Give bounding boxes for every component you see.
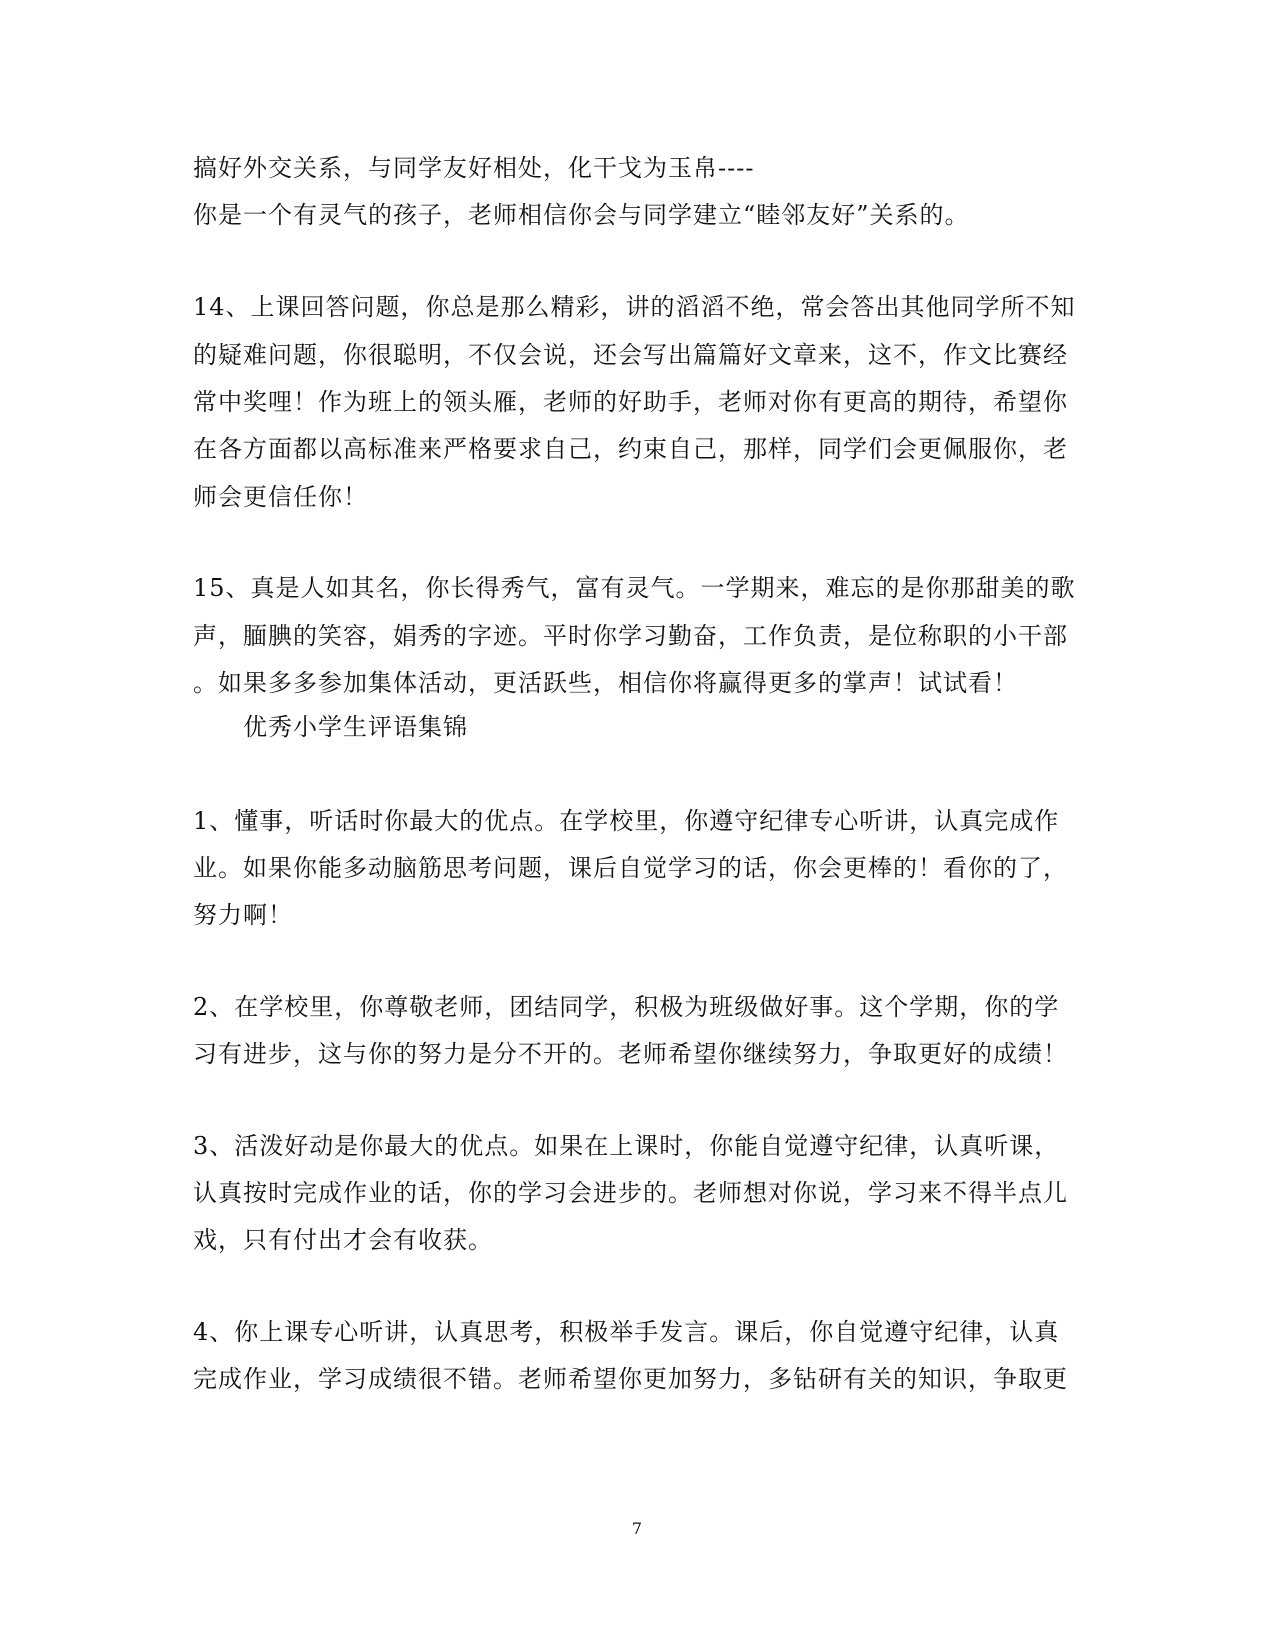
text-line: 师会更信任你！: [193, 483, 368, 511]
text-line: 认真按时完成作业的话，你的学习会进步的。老师想对你说，学习来不得半点儿: [193, 1179, 1068, 1207]
text-line: 4、你上课专心听讲，认真思考，积极举手发言。课后，你自觉遵守纪律，认真: [193, 1318, 1060, 1346]
text-line: 努力啊！: [193, 901, 293, 929]
text-line: 搞好外交关系，与同学友好相处，化干戈为玉帛----: [193, 154, 755, 182]
text-line: 常中奖哩！作为班上的领头雁，老师的好助手，老师对你有更高的期待，希望你: [193, 388, 1068, 416]
text-line: 15、真是人如其名，你长得秀气，富有灵气。一学期来，难忘的是你那甜美的歌: [193, 574, 1076, 602]
text-line: 3、活泼好动是你最大的优点。如果在上课时，你能自觉遵守纪律，认真听课，: [193, 1132, 1060, 1160]
text-line: 声，腼腆的笑容，娟秀的字迹。平时你学习勤奋，工作负责，是位称职的小干部: [193, 622, 1068, 650]
text-line: 2、在学校里，你尊敬老师，团结同学，积极为班级做好事。这个学期，你的学: [193, 993, 1060, 1021]
text-line: 完成作业，学习成绩很不错。老师希望你更加努力，多钻研有关的知识，争取更: [193, 1365, 1068, 1393]
text-line: 1、懂事，听话时你最大的优点。在学校里，你遵守纪律专心听讲，认真完成作: [193, 807, 1060, 835]
text-line: 业。如果你能多动脑筋思考问题，课后自觉学习的话，你会更棒的！看你的了，: [193, 854, 1068, 882]
text-line: 。如果多多参加集体活动，更活跃些，相信你将赢得更多的掌声！试试看！: [193, 669, 1018, 697]
text-line: 你是一个有灵气的孩子，老师相信你会与同学建立“睦邻友好”关系的。: [193, 201, 970, 229]
text-line: 习有进步，这与你的努力是分不开的。老师希望你继续努力，争取更好的成绩！: [193, 1040, 1068, 1068]
text-line: 戏，只有付出才会有收获。: [193, 1226, 493, 1254]
text-line: 14、上课回答问题，你总是那么精彩，讲的滔滔不绝，常会答出其他同学所不知: [193, 293, 1076, 321]
section-heading: 优秀小学生评语集锦: [243, 713, 468, 741]
text-line: 在各方面都以高标准来严格要求自己，约束自己，那样，同学们会更佩服你，老: [193, 435, 1068, 463]
text-line: 的疑难问题，你很聪明，不仅会说，还会写出篇篇好文章来，这不，作文比赛经: [193, 341, 1068, 369]
page-number: 7: [631, 1519, 643, 1538]
